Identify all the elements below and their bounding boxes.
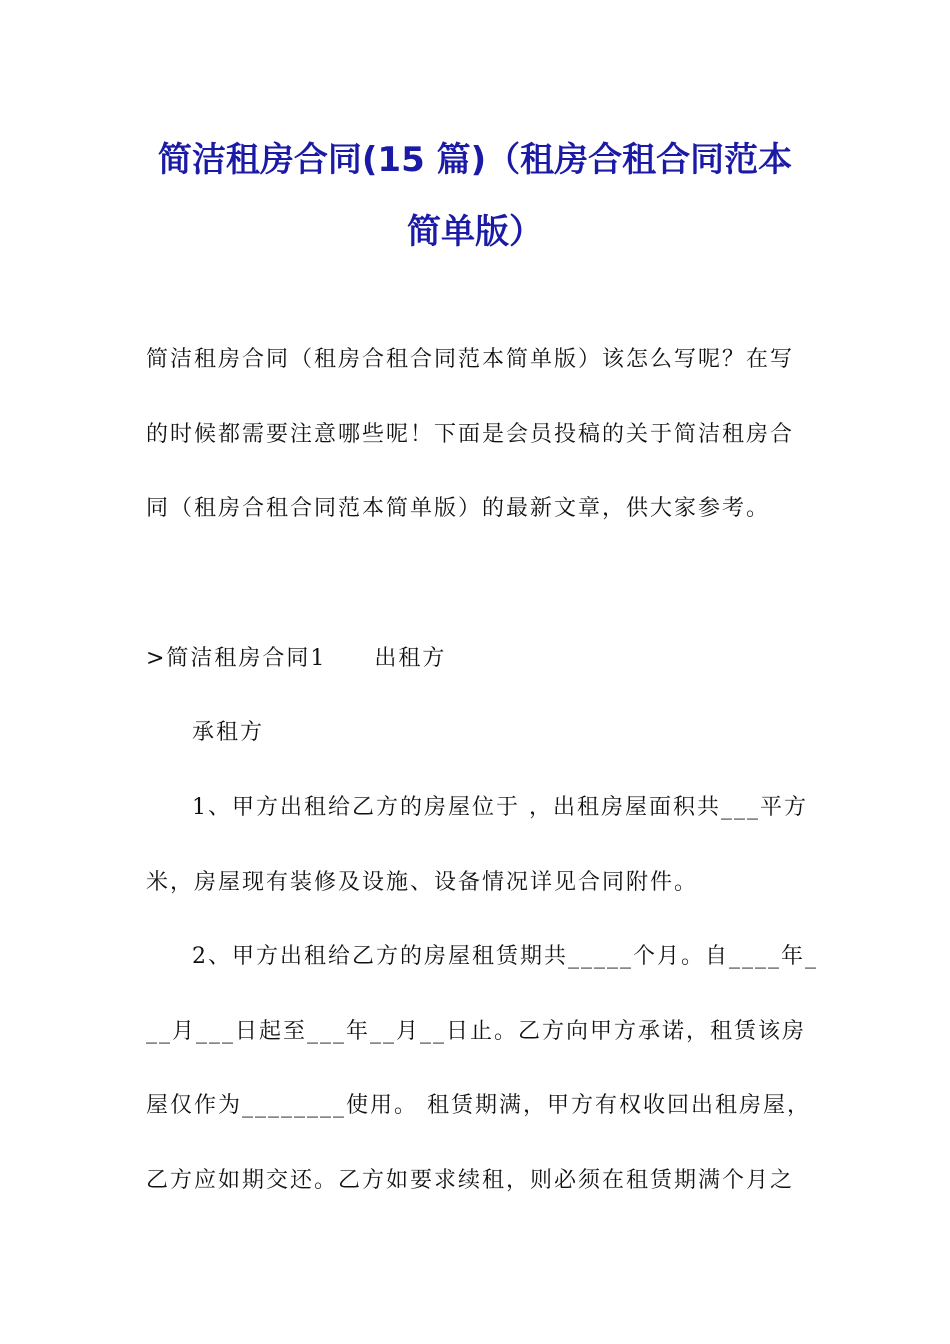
clause-line: __月___日起至___年__月__日止。乙方向甲方承诺，租赁该房 xyxy=(146,1019,807,1044)
document-title-line-1: 简洁租房合同(15 篇)（租房合租合同范本 xyxy=(157,140,793,180)
clause-line: 米，房屋现有装修及设施、设备情况详见合同附件。 xyxy=(146,870,699,895)
clause-line: 乙方应如期交还。乙方如要求续租，则必须在租赁期满个月之 xyxy=(146,1168,795,1193)
document-title-line-2: 简单版） xyxy=(407,212,543,252)
intro-line: 简洁租房合同（租房合租合同范本简单版）该怎么写呢？在写 xyxy=(146,347,795,372)
intro-line: 同（租房合租合同范本简单版）的最新文章，供大家参考。 xyxy=(146,496,771,521)
clause-line: 2、甲方出租给乙方的房屋租赁期共_____个月。自____年_ xyxy=(192,944,818,969)
section-heading: >简洁租房合同1 出租方 xyxy=(146,646,447,671)
lessee-label: 承租方 xyxy=(192,720,265,745)
clause-line: 屋仅作为________使用。 租赁期满，甲方有权收回出租房屋， xyxy=(146,1093,811,1118)
clause-line: 1、甲方出租给乙方的房屋位于 ，出租房屋面积共___平方 xyxy=(192,795,808,820)
intro-line: 的时候都需要注意哪些呢！下面是会员投稿的关于简洁租房合 xyxy=(146,422,795,447)
